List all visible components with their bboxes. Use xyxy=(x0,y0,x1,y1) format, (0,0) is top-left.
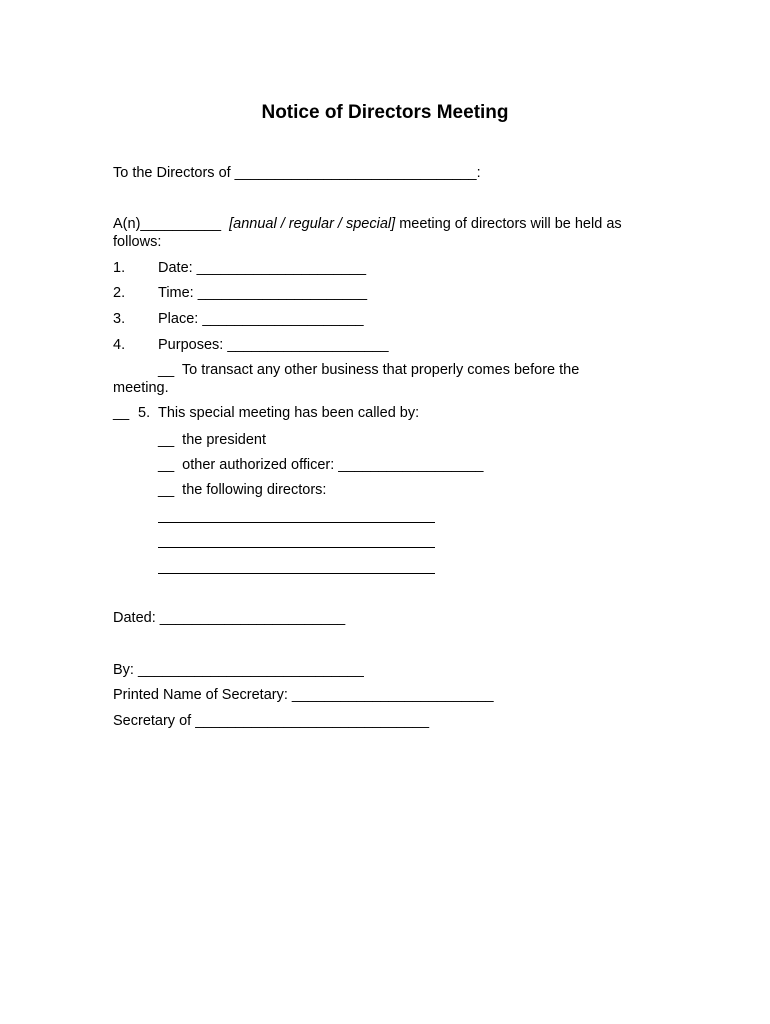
item-purposes: Purposes: ____________________ xyxy=(158,337,389,353)
intro-continuation: follows: xyxy=(113,234,162,250)
document-title: Notice of Directors Meeting xyxy=(261,102,509,123)
item-number: 2. xyxy=(113,285,126,301)
option-president: __ the president xyxy=(158,432,267,448)
director-blank-line xyxy=(158,547,435,548)
intro-line xyxy=(113,216,622,233)
option-following-directors: __ the following directors: xyxy=(158,482,327,498)
dated-line: Dated: _______________________ xyxy=(113,610,346,626)
by-line: By: ____________________________ xyxy=(113,662,364,678)
printed-name-line: Printed Name of Secretary: _________________________ xyxy=(113,687,494,703)
intro-options: [annual / regular / special] xyxy=(229,216,396,232)
other-business-line: __ To transact any other business that properly comes before the xyxy=(158,362,580,378)
item-number: 3. xyxy=(113,311,126,327)
other-business-continuation: meeting. xyxy=(113,380,169,396)
intro-prefix: A(n)__________ xyxy=(113,216,222,232)
item-date: Date: _____________________ xyxy=(158,260,367,276)
director-blank-line xyxy=(158,573,435,574)
director-blank-line xyxy=(158,522,435,523)
item-time: Time: _____________________ xyxy=(158,285,368,301)
special-check: __ xyxy=(113,405,130,421)
item-number: 1. xyxy=(113,260,126,276)
item-number: 4. xyxy=(113,337,126,353)
intro-suffix: meeting of directors will be held as xyxy=(399,216,622,232)
item-place: Place: ____________________ xyxy=(158,311,364,327)
greeting-line: To the Directors of ______________________________: xyxy=(113,165,481,181)
special-text: This special meeting has been called by: xyxy=(158,405,420,421)
special-number: 5. xyxy=(138,405,151,421)
option-authorized-officer: __ other authorized officer: __________________ xyxy=(158,457,484,473)
secretary-of-line: Secretary of _____________________________ xyxy=(113,713,430,729)
